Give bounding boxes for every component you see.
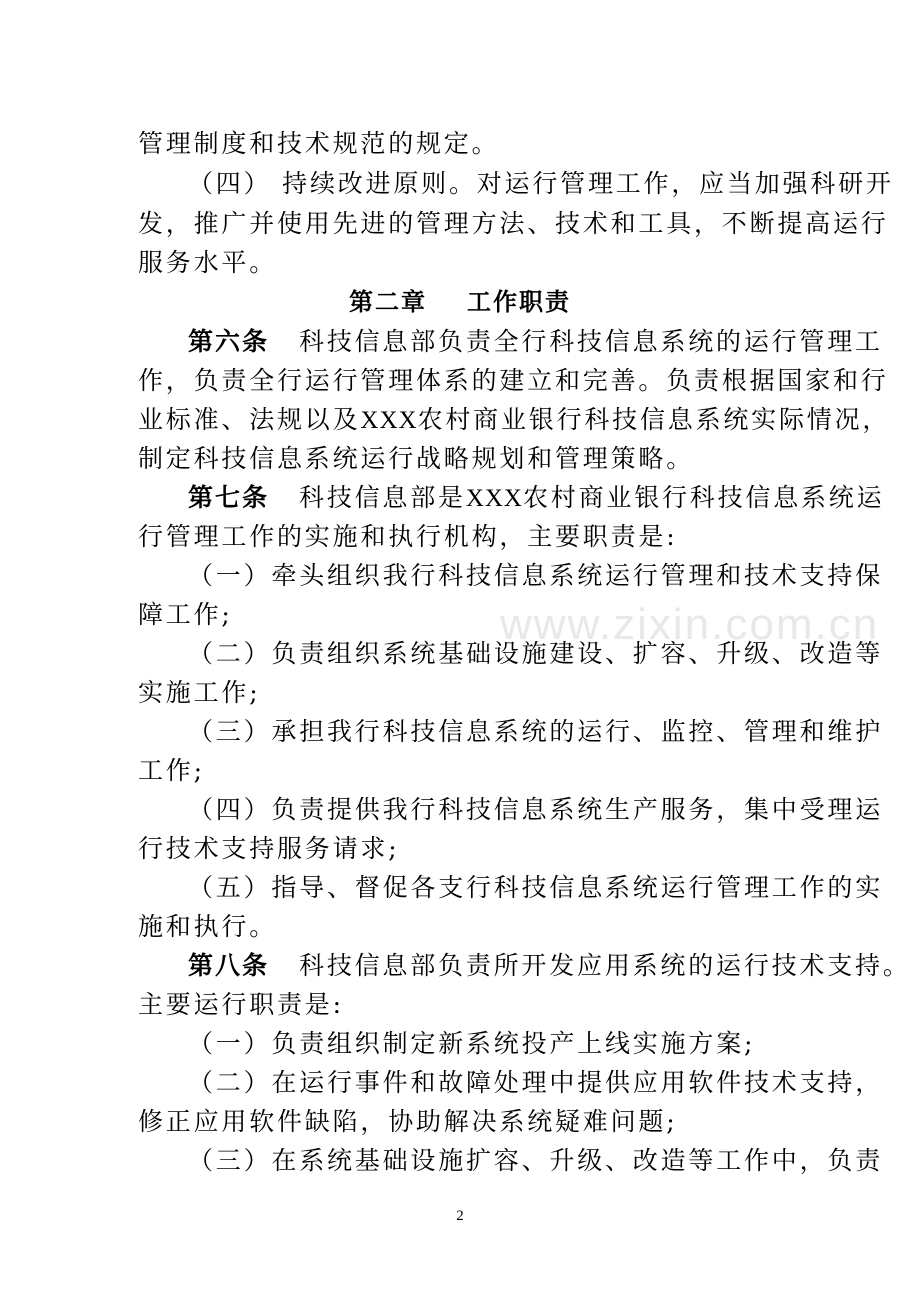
watermark: www.zixin.com.cn — [500, 600, 880, 649]
article-text: 科技信息部是 — [299, 483, 466, 512]
text-line: 工作; — [138, 756, 205, 785]
text-segment: 业标准、法规以及 — [138, 405, 361, 434]
text-line: 制定科技信息系统运行战略规划和管理策略。 — [138, 444, 695, 473]
article-text: 农村商业银行科技信息系统运 — [523, 483, 885, 512]
text-line: 服务水平。 — [138, 248, 278, 277]
text-line: 行技术支持服务请求; — [138, 834, 400, 863]
text-line: 修正应用软件缺陷，协助解决系统疑难问题; — [138, 1107, 678, 1136]
chapter-number: 第二章 — [349, 288, 427, 316]
list-item: （二）在运行事件和故障处理中提供应用软件技术支持， — [188, 1068, 884, 1097]
list-item: （四）负责提供我行科技信息系统生产服务，集中受理运 — [188, 795, 884, 824]
text-line: （四） 持续改进原则。对运行管理工作，应当加强科研开 — [188, 169, 894, 198]
text-line: 主要运行职责是: — [138, 990, 344, 1019]
text-line: 施和执行。 — [138, 912, 278, 941]
list-item: （一）牵头组织我行科技信息系统运行管理和技术支持保 — [188, 561, 884, 590]
article-label: 第七条 — [188, 483, 270, 512]
article-8 — [188, 946, 911, 986]
text-line: 发，推广并使用先进的管理方法、技术和工具，不断提高运行 — [138, 209, 889, 238]
text-line: 作，负责全行运行管理体系的建立和完善。负责根据国家和行 — [138, 366, 889, 395]
article-label: 第八条 — [188, 951, 270, 980]
text-line: 实施工作; — [138, 678, 261, 707]
article-label: 第六条 — [188, 327, 270, 356]
bank-placeholder: XXX — [360, 407, 418, 434]
list-item: （一）负责组织制定新系统投产上线实施方案; — [188, 1029, 756, 1058]
chapter-title — [0, 282, 920, 322]
article-text: 科技信息部负责所开发应用系统的运行技术支持。 — [299, 951, 911, 980]
page-number: 2 — [456, 1208, 464, 1224]
text-line: 管理制度和技术规范的规定。 — [138, 129, 500, 158]
article-6 — [188, 322, 883, 362]
text-segment: 农村商业银行科技信息系统实际情况， — [417, 405, 891, 434]
list-item: （三）承担我行科技信息系统的运行、监控、管理和维护 — [188, 717, 884, 746]
list-item: （五）指导、督促各支行科技信息系统运行管理工作的实 — [188, 873, 884, 902]
text-line: 障工作; — [138, 600, 233, 629]
bank-placeholder: XXX — [465, 485, 523, 512]
article-7 — [188, 478, 885, 519]
list-item: （三）在系统基础设施扩容、升级、改造等工作中，负责 — [188, 1146, 884, 1175]
text-line — [138, 400, 891, 441]
list-item: （二）负责组织系统基础设施建设、扩容、升级、改造等 — [188, 639, 884, 668]
article-text: 科技信息部负责全行科技信息系统的运行管理工 — [299, 327, 883, 356]
chapter-name: 工作职责 — [467, 288, 571, 316]
text-line: 行管理工作的实施和执行机构，主要职责是: — [138, 522, 678, 551]
